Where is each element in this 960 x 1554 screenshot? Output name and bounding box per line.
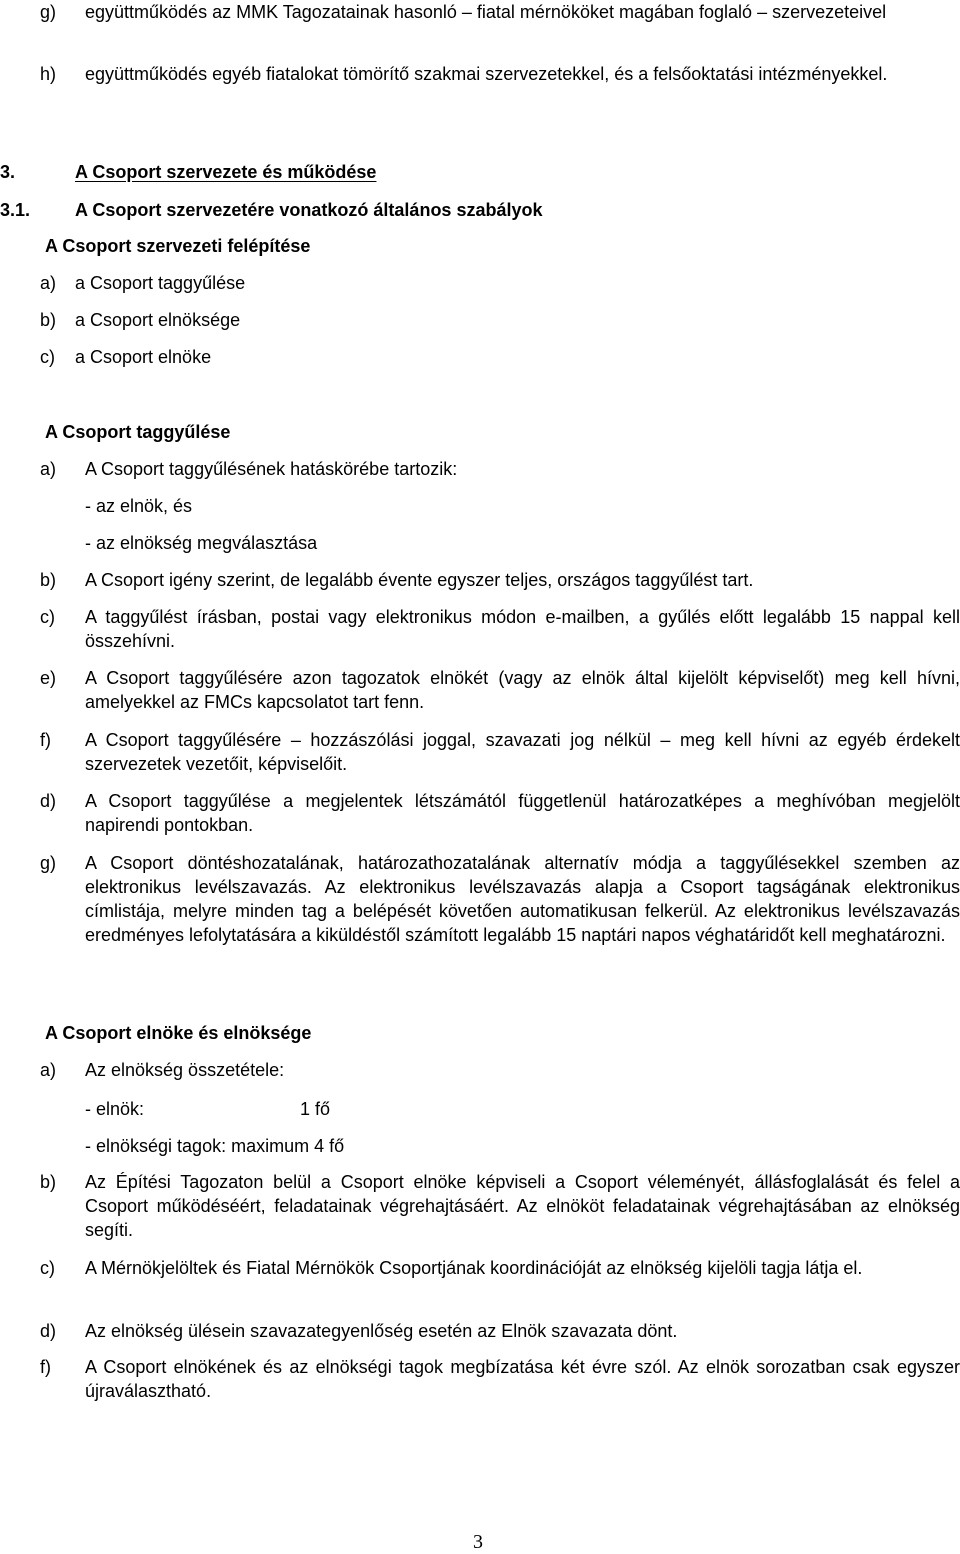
item-text: Az elnökség összetétele: [85,1060,285,1080]
item-text: a Csoport elnöksége [75,310,241,330]
presidency-heading: A Csoport elnöke és elnöksége [45,1023,312,1043]
item-label: f) [40,730,51,750]
item-label: b) [40,570,57,590]
list-item [40,457,960,481]
item-label: b) [40,310,57,330]
item-text: együttműködés az MMK Tagozatainak hasonló – fiatal mérnököket magában foglaló – szervezeteivel [85,2,887,22]
item-text: A Csoport taggyűlésének hatáskörébe tartozik: [85,459,458,479]
section-title: A Csoport szervezete és működése [75,162,377,182]
structure-heading: A Csoport szervezeti felépítése [45,236,311,256]
page-number: 3 [473,1531,483,1553]
item-text: Az elnökség ülésein szavazategyenlőség esetén az Elnök szavazata dönt. [85,1321,678,1341]
item-label: c) [40,1258,55,1278]
item-label: e) [40,668,57,688]
assembly-heading: A Csoport taggyűlése [45,422,231,442]
item-label: a) [40,1060,57,1080]
item-label: g) [40,2,57,22]
list-item [40,728,960,776]
item-text: A Csoport döntéshozatalának, határozathozatalának alternatív módja a taggyűlésekkel szemben az elektronikus levélszavazás. Az elektronikus levélszavazás alapja a Csoport tagságának elektronikus címlistája, melyre minden tag a belépését követően automatikusan felkerül. Az elektronikus levélszavazás eredményes lefolytatására a kiküldéstől számított legalább 15 naptári napos véghatáridőt kell meghatározni. [85,853,960,945]
subsection-number: 3.1. [0,200,31,220]
list-item [40,568,960,592]
item-text: A Csoport taggyűlésére azon tagozatok elnökét (vagy az elnök által kijelölt képviselőt) meg kell hívni, amelyekkel az FMCs kapcsolatot tart fenn. [85,668,960,712]
item-text: A Csoport taggyűlésére – hozzászólási joggal, szavazati jog nélkül – meg kell hívni az egyéb érdekelt szervezetek vezetőit, képviselőit. [85,730,960,774]
item-text: A Csoport igény szerint, de legalább évente egyszer teljes, országos taggyűlést tart. [85,570,754,590]
composition-role: - elnök: [85,1099,145,1119]
list-item [40,789,960,837]
item-label: c) [40,607,55,627]
list-item [40,0,960,24]
item-text: a Csoport taggyűlése [75,273,246,293]
item-label: d) [40,1321,57,1341]
composition-role: - elnökségi tagok: maximum 4 fő [85,1136,345,1156]
list-item [40,345,960,369]
list-item [40,1256,960,1280]
list-item [40,1319,960,1343]
list-item [40,851,960,947]
item-text: a Csoport elnöke [75,347,212,367]
item-label: c) [40,347,55,367]
item-label: a) [40,459,57,479]
item-text: A Csoport taggyűlése a megjelentek létszámától függetlenül határozatképes a meghívóban megjelölt napirendi pontokban. [85,791,960,835]
item-text: Az Építési Tagozaton belül a Csoport elnöke képviseli a Csoport véleményét, állásfoglalását és felel a Csoport működéséért, feladatainak végrehajtásáért. Az elnököt feladatainak végrehajtásában az elnökség segíti. [85,1172,960,1240]
item-label: h) [40,64,57,84]
list-item [40,1058,960,1082]
list-item [40,271,960,295]
item-text: együttműködés egyéb fiatalokat tömörítő szakmai szervezetekkel, és a felsőoktatási intézményekkel. [85,64,888,84]
list-item [40,62,960,86]
sub-item: - az elnökség megválasztása [85,533,318,553]
item-label: b) [40,1172,57,1192]
item-text: A Mérnökjelöltek és Fiatal Mérnökök Csoportjának koordinációját az elnökség kijelöli tagja látja el. [85,1258,863,1278]
item-text: A taggyűlést írásban, postai vagy elektronikus módon e-mailben, a gyűlés előtt legalább 15 nappal kell összehívni. [85,607,960,651]
item-label: a) [40,273,57,293]
list-item [40,308,960,332]
composition-count: 1 fő [300,1099,331,1119]
list-item [40,666,960,714]
sub-item: - az elnök, és [85,496,193,516]
item-label: g) [40,853,57,873]
list-item [40,605,960,653]
item-label: d) [40,791,57,811]
item-label: f) [40,1357,51,1377]
subsection-title: A Csoport szervezetére vonatkozó általános szabályok [75,200,543,220]
list-item [40,1170,960,1242]
list-item [40,1355,960,1403]
section-number: 3. [0,162,16,182]
item-text: A Csoport elnökének és az elnökségi tagok megbízatása két évre szól. Az elnök sorozatban csak egyszer újraválasztható. [85,1357,960,1401]
